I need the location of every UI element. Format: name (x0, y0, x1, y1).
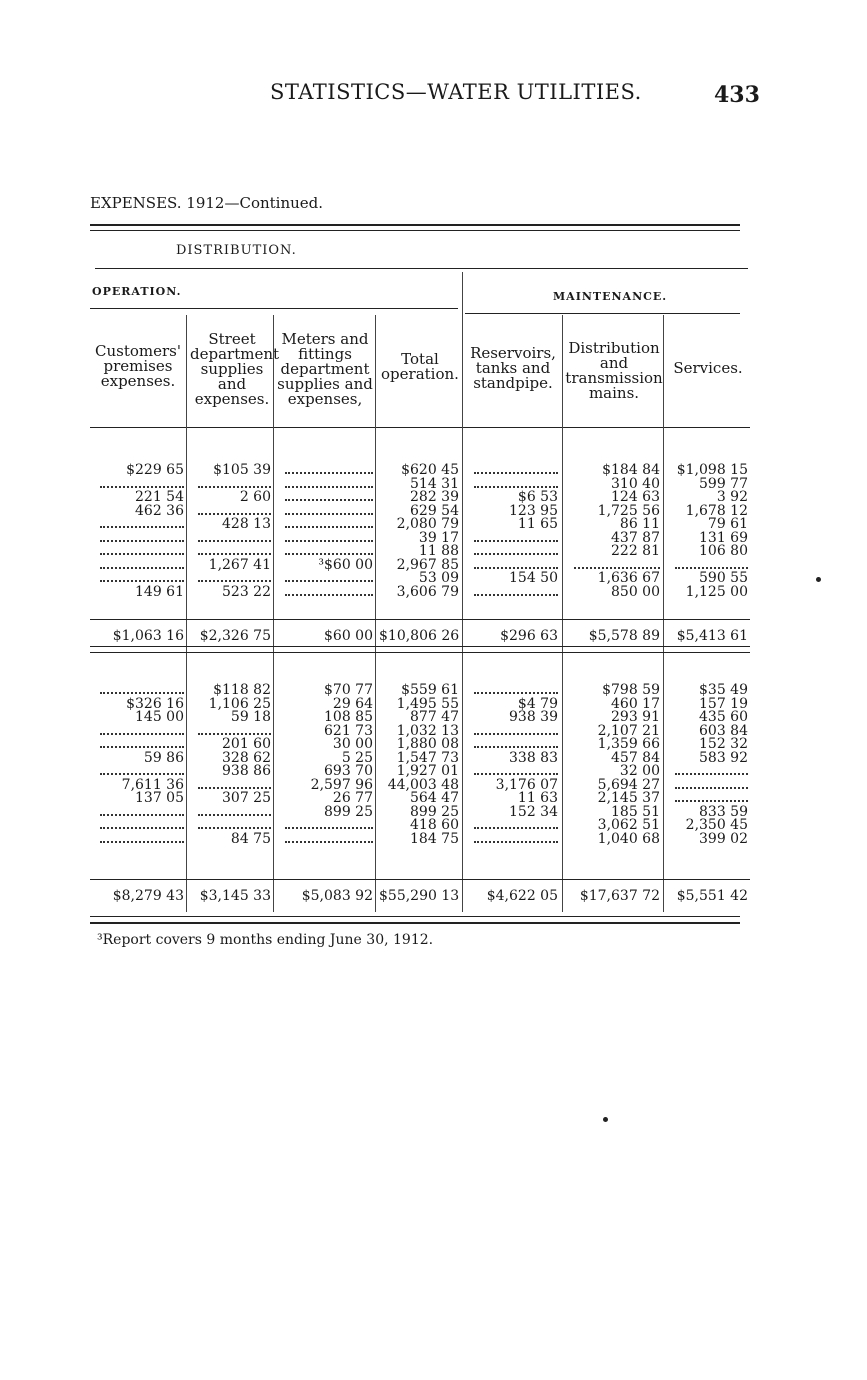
table-cell: 59 18 (230, 709, 271, 725)
col-header-meters: Meters and fittings department supplies and expenses, (277, 330, 373, 408)
table-cell: 152 32 (699, 736, 748, 752)
table-cell: 437 87 (611, 529, 660, 546)
table-cell: 833 59 (699, 803, 748, 820)
table-cell-leader (667, 779, 748, 793)
table-cell: $4 79 (517, 695, 558, 712)
table-cell: 145 00 (135, 709, 184, 725)
table-cell: 328 62 (222, 749, 271, 766)
bottom-rule-b (90, 922, 740, 924)
table-cell: 1,547 73 (396, 749, 459, 766)
block1-total-rule (90, 619, 750, 620)
table-cell: 44,003 48 (387, 776, 459, 793)
table-cell: 26 77 (332, 790, 373, 806)
table-cell: 514 31 (410, 475, 459, 492)
table-cell: 462 36 (135, 502, 184, 519)
table-cell: 564 47 (410, 790, 459, 806)
table-cell: 2,967 85 (396, 556, 459, 573)
table-cell-leader (277, 464, 373, 478)
table-cell-leader (277, 532, 373, 546)
table-cell: 2 60 (239, 489, 271, 505)
table-cell-leader (466, 819, 558, 833)
table-cell: 108 85 (324, 709, 373, 725)
distribution-subtitle: DISTRIBUTION. (176, 243, 297, 258)
table-cell: 3,062 51 (597, 817, 660, 833)
table-cell: 11 63 (517, 790, 558, 806)
table-cell: 29 64 (332, 695, 373, 712)
col-header-distribution-mains: Distribution and transmission mains. (565, 339, 663, 402)
table-cell: 693 70 (324, 763, 373, 779)
table-cell-leader (92, 806, 184, 820)
table-cell: 152 34 (509, 803, 558, 820)
table-cell: 2,350 45 (685, 817, 748, 833)
table-cell: 899 25 (410, 803, 459, 820)
table-cell-leader (466, 545, 558, 559)
table-cell: 621 73 (324, 722, 373, 739)
table-cell: 124 63 (611, 489, 660, 505)
table-cell: 123 95 (509, 502, 558, 519)
table-cell: 184 75 (410, 830, 459, 847)
table-cell: 32 00 (619, 763, 660, 779)
table-cell: 53 09 (418, 570, 459, 586)
page-number: 433 (714, 82, 760, 108)
total-cell: $5,551 42 (676, 888, 748, 904)
table-cell: 86 11 (619, 516, 660, 532)
total-cell: $8,279 43 (112, 888, 184, 904)
table-cell: $184 84 (602, 462, 660, 478)
total-cell: $296 63 (500, 628, 558, 644)
table-cell: 2,145 37 (597, 790, 660, 806)
table-cell: 185 51 (611, 803, 660, 820)
col-divider (375, 315, 376, 912)
table-cell: 1,032 13 (396, 722, 459, 739)
col-header-total-operation: Total operation. (381, 350, 459, 383)
table-cell-leader (92, 833, 184, 847)
table-cell: 899 25 (324, 803, 373, 820)
table-cell: 1,359 66 (597, 736, 660, 752)
table-cell-leader (466, 586, 558, 600)
table-cell: $6 53 (517, 489, 558, 505)
table-cell: 3 92 (716, 489, 748, 505)
table-cell: 418 60 (410, 817, 459, 833)
table-cell: 1,636 67 (597, 570, 660, 586)
table-cell-leader (277, 491, 373, 505)
table-cell-leader (277, 586, 373, 600)
table-cell: 201 60 (222, 736, 271, 752)
table-cell: 938 86 (222, 763, 271, 779)
table-cell: 1,880 08 (396, 736, 459, 752)
table-cell-leader (277, 572, 373, 586)
table-cell: 106 80 (699, 543, 748, 559)
table-cell: 137 05 (135, 790, 184, 806)
table-cell: 310 40 (611, 475, 660, 492)
table-cell: 84 75 (230, 830, 271, 847)
double-rule-top-a (90, 224, 740, 226)
table-cell: 5 25 (341, 749, 373, 766)
total-cell: $60 00 (324, 628, 373, 644)
table-cell: 629 54 (410, 502, 459, 519)
table-cell: $229 65 (126, 462, 184, 478)
table-cell: 157 19 (699, 695, 748, 712)
total-cell: $5,413 61 (676, 628, 748, 644)
table-cell: $620 45 (401, 462, 459, 478)
table-cell: 435 60 (699, 709, 748, 725)
table-cell-leader (92, 819, 184, 833)
table-cell: 3,606 79 (396, 583, 459, 600)
table-cell: 7,611 36 (121, 776, 184, 793)
table-cell: 221 54 (135, 489, 184, 505)
table-cell-leader (92, 532, 184, 546)
total-cell: $4,622 05 (486, 888, 558, 904)
table-cell: 154 50 (509, 570, 558, 586)
table-cell: 583 92 (699, 749, 748, 766)
block1-end-rule-b (90, 652, 750, 653)
table-cell: 59 86 (143, 749, 184, 766)
double-rule-top-b (90, 230, 740, 231)
table-cell: 39 17 (418, 529, 459, 546)
table-cell: 2,107 21 (597, 722, 660, 739)
table-cell: 460 17 (611, 695, 660, 712)
table-cell: 590 55 (699, 570, 748, 586)
table-cell: 293 91 (611, 709, 660, 725)
table-cell: 149 61 (135, 583, 184, 600)
table-cell-leader (277, 505, 373, 519)
table-cell: 2,597 96 (310, 776, 373, 793)
table-cell: $326 16 (126, 695, 184, 712)
table-cell: 1,125 00 (685, 583, 748, 600)
table-cell: 11 65 (517, 516, 558, 532)
table-cell-leader (667, 765, 748, 779)
table-cell: 282 39 (410, 489, 459, 505)
table-cell: 938 39 (509, 709, 558, 725)
ink-speck (603, 1117, 608, 1122)
total-cell: $3,145 33 (199, 888, 271, 904)
total-cell: $10,806 26 (379, 628, 460, 644)
subtitle-rule (95, 268, 748, 269)
table-cell: 877 47 (410, 709, 459, 725)
col-header-street: Street department supplies and expenses. (190, 330, 280, 408)
table-cell: $798 59 (602, 682, 660, 698)
maintenance-label: MAINTENANCE. (553, 290, 668, 303)
table-cell: 1,106 25 (208, 695, 271, 712)
bottom-rule-a (90, 916, 740, 917)
table-cell-leader (466, 725, 558, 739)
table-cell-leader (92, 559, 184, 573)
col-divider (273, 315, 274, 912)
table-cell-leader (92, 545, 184, 559)
total-cell: $17,637 72 (579, 888, 660, 904)
total-cell: $5,578 89 (588, 628, 660, 644)
table-cell-leader (190, 806, 271, 820)
table-cell: 428 13 (222, 516, 271, 532)
table-cell: 603 84 (699, 722, 748, 739)
col-divider (663, 315, 664, 912)
table-cell: 222 81 (611, 543, 660, 559)
table-cell: 457 84 (611, 749, 660, 766)
total-cell: $55,290 13 (379, 888, 460, 904)
running-title: STATISTICS—WATER UTILITIES. (270, 80, 642, 104)
table-cell: $559 61 (401, 682, 459, 698)
table-cell: 2,080 79 (396, 516, 459, 532)
col-divider (186, 315, 187, 912)
table-cell-leader (277, 518, 373, 532)
header-bottom-rule (90, 427, 750, 428)
table-cell: 131 69 (699, 529, 748, 546)
total-cell: $2,326 75 (199, 628, 271, 644)
table-cell-leader (92, 725, 184, 739)
table-cell: 11 88 (418, 543, 459, 559)
col-header-services: Services. (673, 359, 743, 377)
table-cell: 307 25 (222, 790, 271, 806)
table-cell: 1,040 68 (597, 830, 660, 847)
table-cell-leader (277, 833, 373, 847)
table-cell: 1,267 41 (208, 556, 271, 573)
section-title: EXPENSES. 1912—Continued. (90, 194, 324, 212)
col-divider (462, 272, 463, 912)
col-header-reservoirs: Reservoirs, tanks and standpipe. (470, 344, 556, 392)
table-cell-leader (277, 819, 373, 833)
table-cell: ³$60 00 (318, 556, 373, 573)
col-divider (562, 315, 563, 912)
table-cell-leader (277, 478, 373, 492)
table-cell: 1,678 12 (685, 502, 748, 519)
ink-speck (816, 577, 821, 582)
footnote: ³Report covers 9 months ending June 30, 1912. (97, 932, 434, 948)
table-cell-leader (466, 833, 558, 847)
table-cell: $1,098 15 (676, 462, 748, 478)
table-cell: 1,495 55 (396, 695, 459, 712)
table-cell-leader (466, 464, 558, 478)
table-cell: 338 83 (509, 749, 558, 766)
total-cell: $1,063 16 (112, 628, 184, 644)
table-cell: $70 77 (324, 682, 373, 698)
table-cell: 399 02 (699, 830, 748, 847)
operation-rule (90, 308, 458, 309)
table-cell-leader (92, 518, 184, 532)
maintenance-rule (465, 313, 740, 314)
table-cell-leader (466, 532, 558, 546)
total-cell: $5,083 92 (301, 888, 373, 904)
table-cell: $105 39 (213, 462, 271, 478)
table-cell-leader (190, 532, 271, 546)
table-cell: $35 49 (699, 682, 748, 698)
table-cell: 1,927 01 (396, 763, 459, 779)
table-cell: 3,176 07 (495, 776, 558, 793)
col-header-customers: Customers' premises expenses. (95, 342, 181, 390)
block1-end-rule-a (90, 646, 750, 647)
table-cell: $118 82 (213, 682, 271, 698)
table-cell: 1,725 56 (597, 502, 660, 519)
table-cell: 5,694 27 (597, 776, 660, 793)
block2-total-rule (90, 879, 750, 880)
table-cell: 79 61 (707, 516, 748, 532)
table-cell: 30 00 (332, 736, 373, 752)
table-cell: 850 00 (611, 583, 660, 600)
table-cell: 599 77 (699, 475, 748, 492)
table-cell: 523 22 (222, 583, 271, 600)
operation-label: OPERATION. (92, 285, 182, 298)
